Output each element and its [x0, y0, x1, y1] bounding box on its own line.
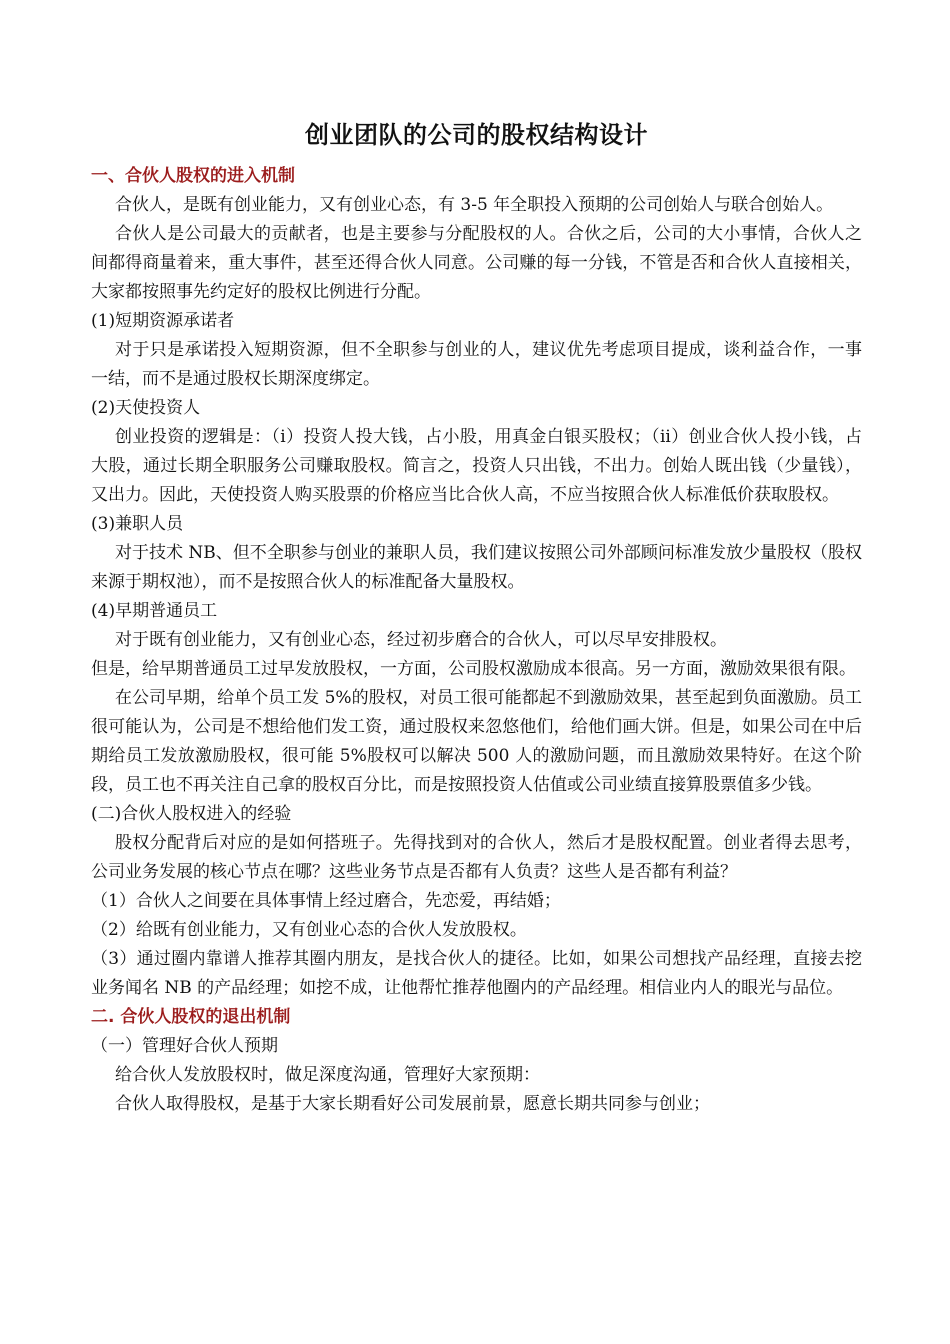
- section-heading-entry-mechanism: 一、合伙人股权的进入机制: [91, 166, 295, 186]
- document-title: 创业团队的公司的股权结构设计: [305, 121, 648, 149]
- paragraph: 股权分配背后对应的是如何搭班子。先得找到对的合伙人，然后才是股权配置。创业者得去思考，公司业务发展的核心节点在哪？这些业务节点是否都有人负责？这些人是否都有利益？: [91, 833, 862, 882]
- paragraph: 对于既有创业能力，又有创业心态，经过初步磨合的合伙人，可以尽早安排股权。: [115, 630, 727, 650]
- list-item: （2）给既有创业能力，又有创业心态的合伙人发放股权。: [91, 920, 527, 940]
- section-heading-exit-mechanism: 二. 合伙人股权的退出机制: [91, 1007, 291, 1027]
- subheading-early-employees: (4)早期普通员工: [91, 601, 218, 621]
- subheading-manage-expectations: （一）管理好合伙人预期: [91, 1036, 278, 1056]
- subheading-angel-investor: (2)天使投资人: [91, 398, 201, 418]
- list-item: （3）通过圈内靠谱人推荐其圈内朋友，是找合伙人的捷径。比如，如果公司想找产品经理，直接去挖业务闻名 NB 的产品经理；如挖不成，让他帮忙推荐他圈内的产品经理。相信业内人的眼光与品位。: [91, 949, 862, 998]
- subheading-part-time: (3)兼职人员: [91, 514, 184, 534]
- paragraph: 但是，给早期普通员工过早发放股权，一方面，公司股权激励成本很高。另一方面，激励效果很有限。: [91, 659, 856, 679]
- paragraph: 对于技术 NB、但不全职参与创业的兼职人员，我们建议按照公司外部顾问标准发放少量股权（股权来源于期权池），而不是按照合伙人的标准配备大量股权。: [91, 543, 862, 592]
- paragraph: 合伙人是公司最大的贡献者，也是主要参与分配股权的人。合伙之后，公司的大小事情，合伙人之间都得商量着来，重大事件，甚至还得合伙人同意。公司赚的每一分钱，不管是否和合伙人直接相关，大家都按照事先约定好的股权比例进行分配。: [91, 224, 862, 302]
- paragraph: 对于只是承诺投入短期资源，但不全职参与创业的人，建议优先考虑项目提成，谈利益合作，一事一结，而不是通过股权长期深度绑定。: [91, 340, 862, 389]
- paragraph: 给合伙人发放股权时，做足深度沟通，管理好大家预期：: [115, 1065, 540, 1085]
- paragraph: 合伙人取得股权，是基于大家长期看好公司发展前景，愿意长期共同参与创业；: [115, 1094, 710, 1114]
- subheading-short-term-resources: (1)短期资源承诺者: [91, 311, 235, 331]
- paragraph: 创业投资的逻辑是：（i）投资人投大钱，占小股，用真金白银买股权；（ii）创业合伙人投小钱，占大股，通过长期全职服务公司赚取股权。简言之，投资人只出钱，不出力。创始人既出钱（少量钱），又出力。因此，天使投资人购买股票的价格应当比合伙人高，不应当按照合伙人标准低价获取股权。: [91, 427, 862, 505]
- paragraph: 在公司早期，给单个员工发 5%的股权，对员工很可能都起不到激励效果，甚至起到负面激励。员工很可能认为，公司是不想给他们发工资，通过股权来忽悠他们，给他们画大饼。但是，如果公司在中后期给员工发放激励股权，很可能 5%股权可以解决 500 人的激励问题，而且激励效果特好。在这个阶段，员工也不再关注自己拿的股权百分比，而是按照投资人估值或公司业绩直接算股票值多少钱。: [91, 688, 862, 795]
- subheading-entry-experience: (二)合伙人股权进入的经验: [91, 804, 292, 824]
- paragraph: 合伙人，是既有创业能力，又有创业心态，有 3-5 年全职投入预期的公司创始人与联合创始人。: [115, 195, 834, 215]
- list-item: （1）合伙人之间要在具体事情上经过磨合，先恋爱，再结婚；: [91, 891, 561, 911]
